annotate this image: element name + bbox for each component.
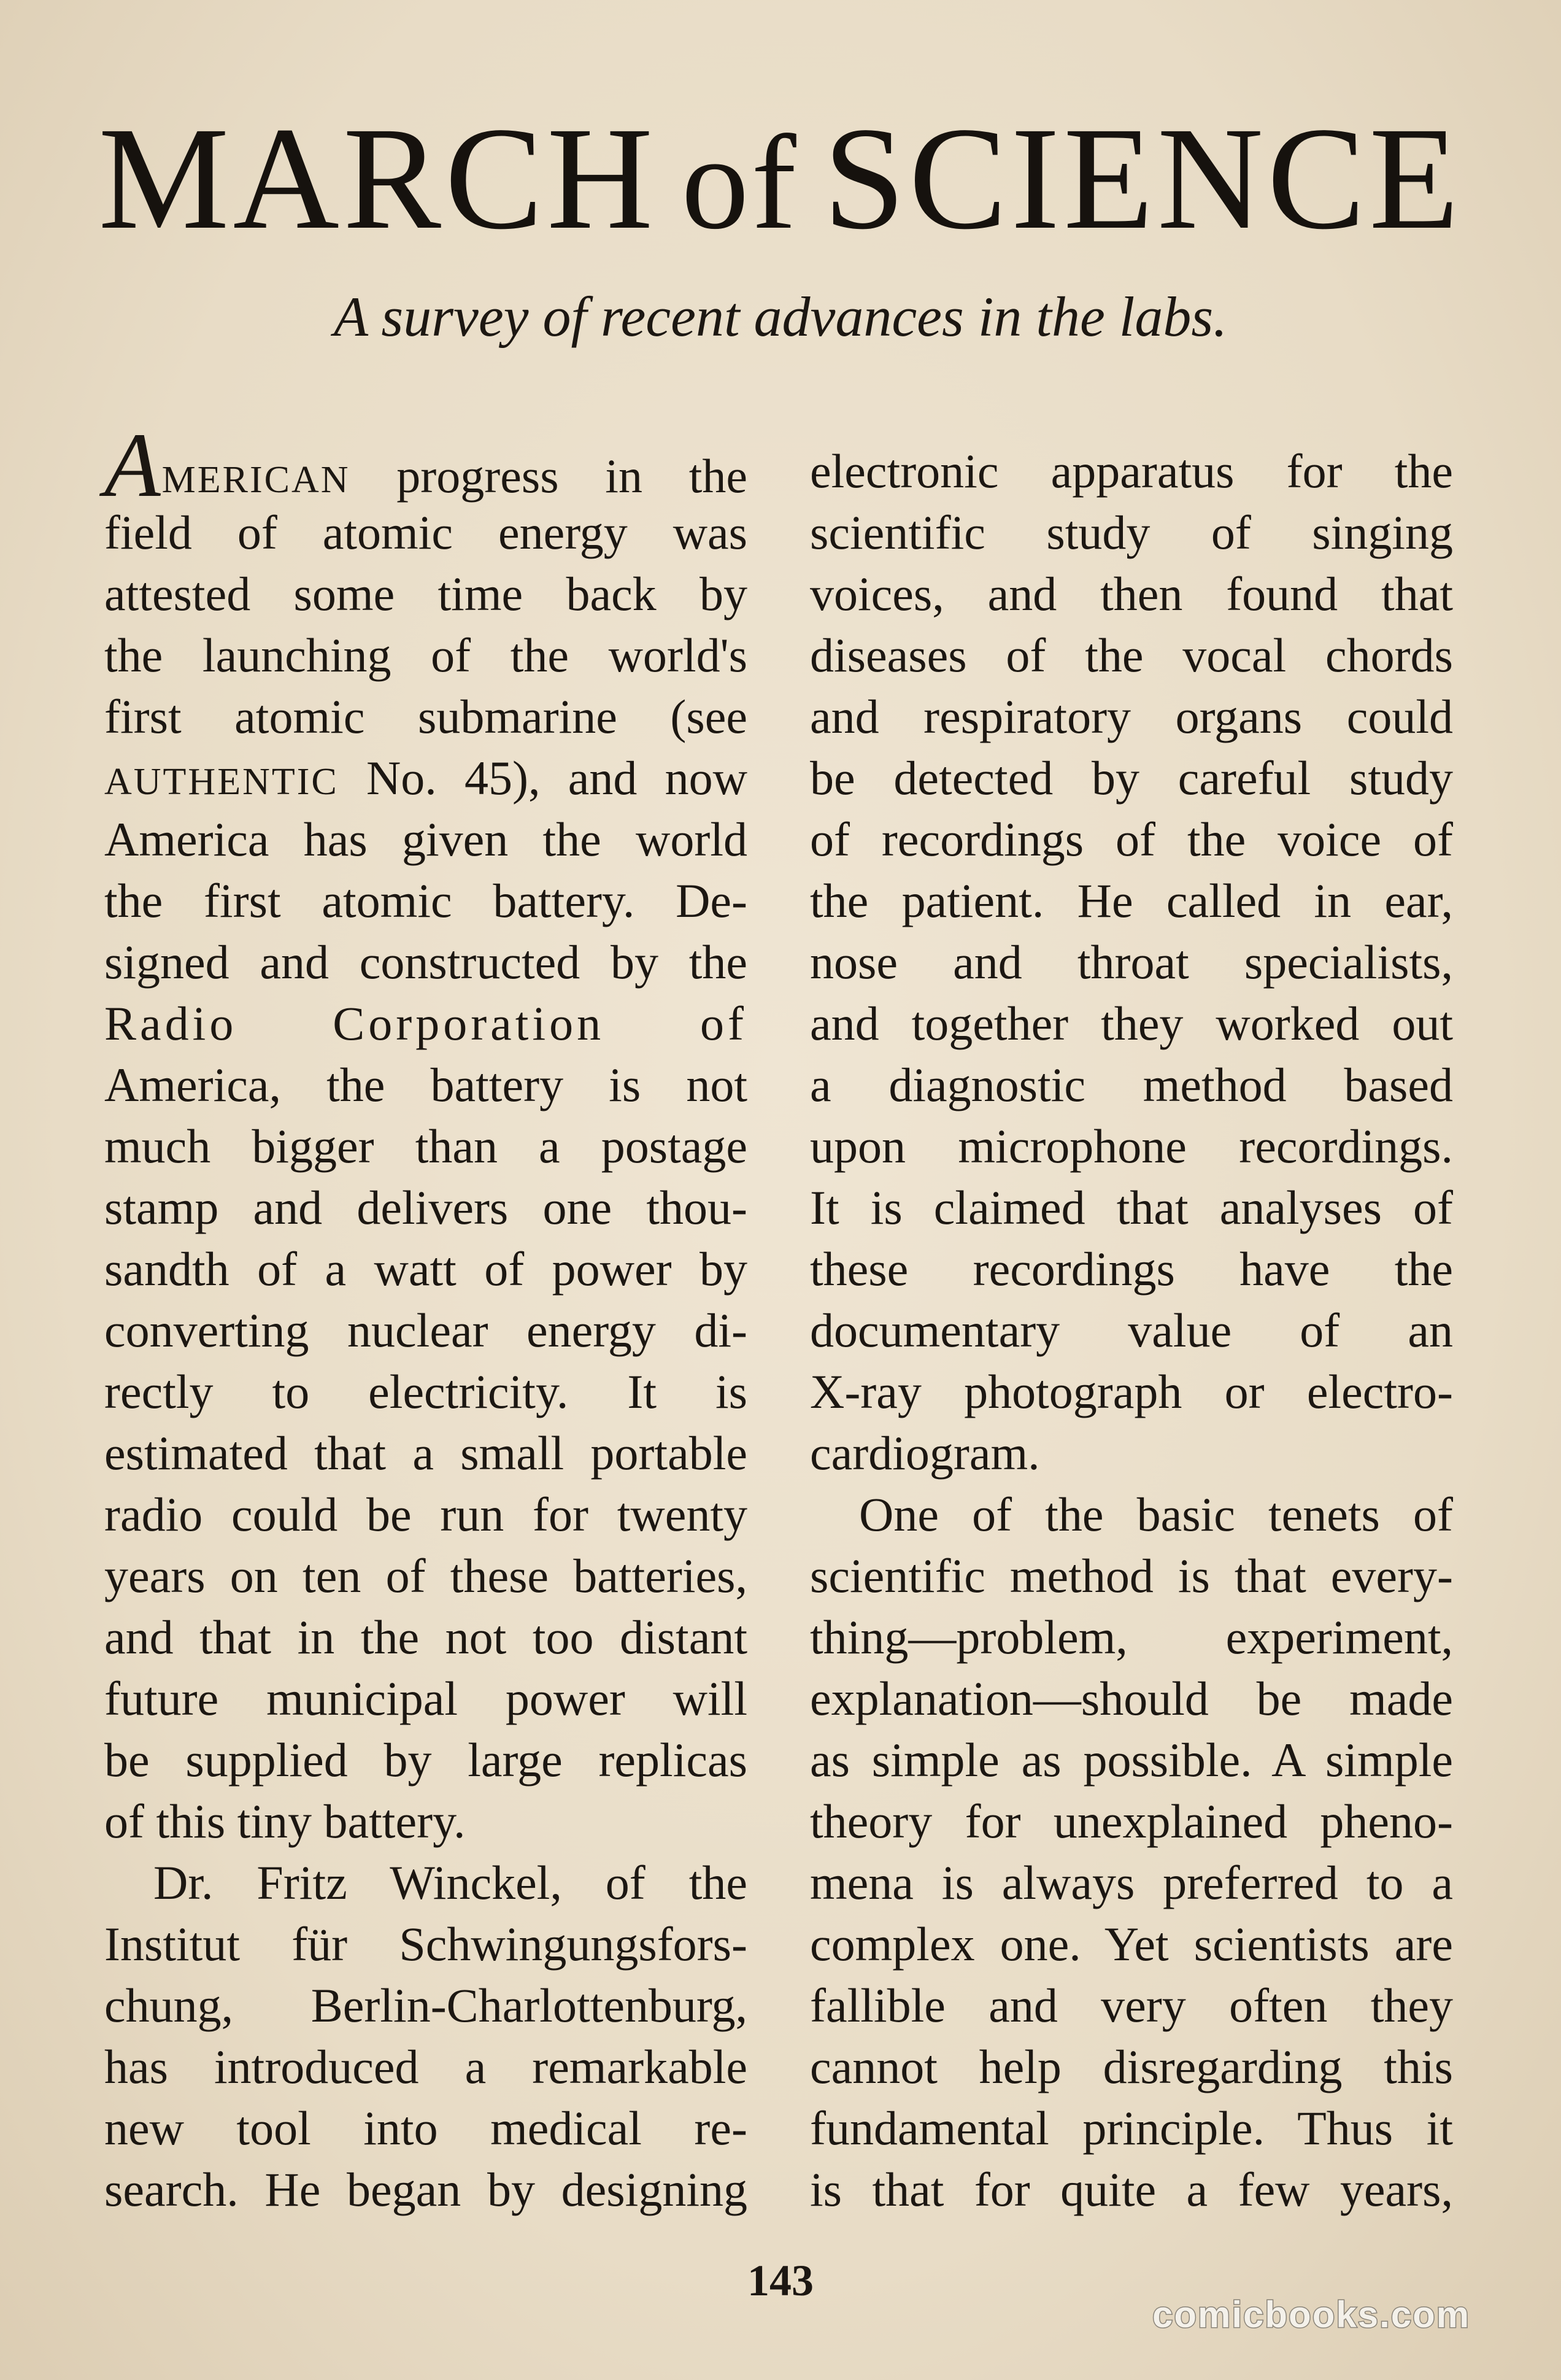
drop-cap: A — [104, 414, 161, 516]
article-line: and together they worked out — [810, 997, 1453, 1050]
article-line-authentic — [104, 748, 747, 809]
article-line: Dr. Fritz Winckel, of the — [153, 1856, 747, 1909]
article-line: mena is always preferred to a — [810, 1856, 1453, 1909]
article-line: explanation—should be made — [810, 1672, 1453, 1725]
article-line: It is claimed that analyses of — [810, 1181, 1453, 1234]
article-line: scientific method is that every- — [810, 1549, 1453, 1602]
article-line: attested some time back by — [104, 567, 747, 620]
magazine-name-smallcaps: AUTHENTIC — [104, 761, 339, 803]
title-word-march: MARCH — [98, 96, 657, 260]
article-line: stamp and delivers one thou- — [104, 1181, 747, 1234]
article-line-first — [104, 414, 747, 516]
article-line: nose and throat specialists, — [810, 935, 1453, 989]
article-line: signed and constructed by the — [104, 935, 747, 989]
article-line: Radio Corporation of — [104, 997, 747, 1050]
article-line: diseases of the vocal chords — [810, 628, 1453, 682]
article-line: and respiratory organs could — [810, 690, 1453, 743]
watermark: comicbooks.com — [1152, 2294, 1471, 2335]
article-line: the launching of the world's — [104, 628, 747, 682]
article-line: America, the battery is not — [104, 1058, 747, 1111]
title-word-science: SCIENCE — [823, 96, 1463, 260]
title-word-of: of — [681, 107, 799, 257]
article-line: documentary value of an — [810, 1304, 1453, 1357]
article-line: converting nuclear energy di- — [104, 1304, 747, 1357]
article-line: electronic apparatus for the — [810, 444, 1453, 498]
article-line: field of atomic energy was — [104, 506, 747, 559]
article-line: complex one. Yet scientists are — [810, 1917, 1453, 1971]
article-line: radio could be run for twenty — [104, 1488, 747, 1541]
page-subtitle: A survey of recent advances in the labs. — [333, 285, 1228, 348]
article-line: the patient. He called in ear, — [810, 874, 1453, 927]
page-title — [0, 96, 1561, 260]
article-line: scientific study of singing — [810, 506, 1453, 559]
article-line: search. He began by designing — [104, 2163, 747, 2216]
article-line: sandth of a watt of power by — [104, 1242, 747, 1296]
article-line: thing—problem, experiment, — [810, 1610, 1453, 1664]
article-line: fundamental principle. Thus it — [810, 2101, 1453, 2155]
article-line: X-ray photograph or electro- — [810, 1365, 1453, 1418]
smallcaps-text: MERICAN — [161, 459, 350, 501]
article-line: cannot help disregarding this — [810, 2040, 1453, 2093]
article-line: is that for quite a few years, — [810, 2163, 1453, 2216]
article-line: much bigger than a postage — [104, 1119, 747, 1173]
article-line: these recordings have the — [810, 1242, 1453, 1296]
right-column — [810, 441, 1453, 2220]
line-text: progress in the — [350, 449, 747, 503]
article-line: chung, Berlin-Charlottenburg, — [104, 1979, 747, 2032]
article-line: future municipal power will — [104, 1672, 747, 1725]
article-line: theory for unexplained pheno- — [810, 1795, 1453, 1848]
line-text: No. 45), and now — [338, 751, 747, 805]
article-line: voices, and then found that — [810, 567, 1453, 620]
article-line: estimated that a small portable — [104, 1426, 747, 1480]
article-line: be detected by careful study — [810, 751, 1453, 805]
article-line: be supplied by large replicas — [104, 1733, 747, 1787]
article-line: new tool into medical re- — [104, 2101, 747, 2155]
article-line: Institut für Schwingungsfors- — [104, 1917, 747, 1971]
article-line: cardiogram. — [810, 1426, 1040, 1480]
article-line: One of the basic tenets of — [859, 1488, 1453, 1541]
article-line: rectly to electricity. It is — [104, 1365, 747, 1418]
article-line: of recordings of the voice of — [810, 813, 1453, 866]
page-number: 143 — [747, 2256, 814, 2305]
article-line: as simple as possible. A simple — [810, 1733, 1453, 1787]
left-column — [104, 414, 747, 2220]
article-line: a diagnostic method based — [810, 1058, 1453, 1111]
article-line: fallible and very often they — [810, 1979, 1453, 2032]
article-line: America has given the world — [104, 813, 747, 866]
article-line: and that in the not too distant — [104, 1610, 747, 1664]
article-line: has introduced a remarkable — [104, 2040, 747, 2093]
article-line: first atomic submarine (see — [104, 690, 747, 743]
article-line: of this tiny battery. — [104, 1795, 466, 1848]
article-line: the first atomic battery. De- — [104, 874, 747, 927]
article-line: years on ten of these batteries, — [104, 1549, 747, 1602]
article-line: upon microphone recordings. — [810, 1119, 1453, 1173]
